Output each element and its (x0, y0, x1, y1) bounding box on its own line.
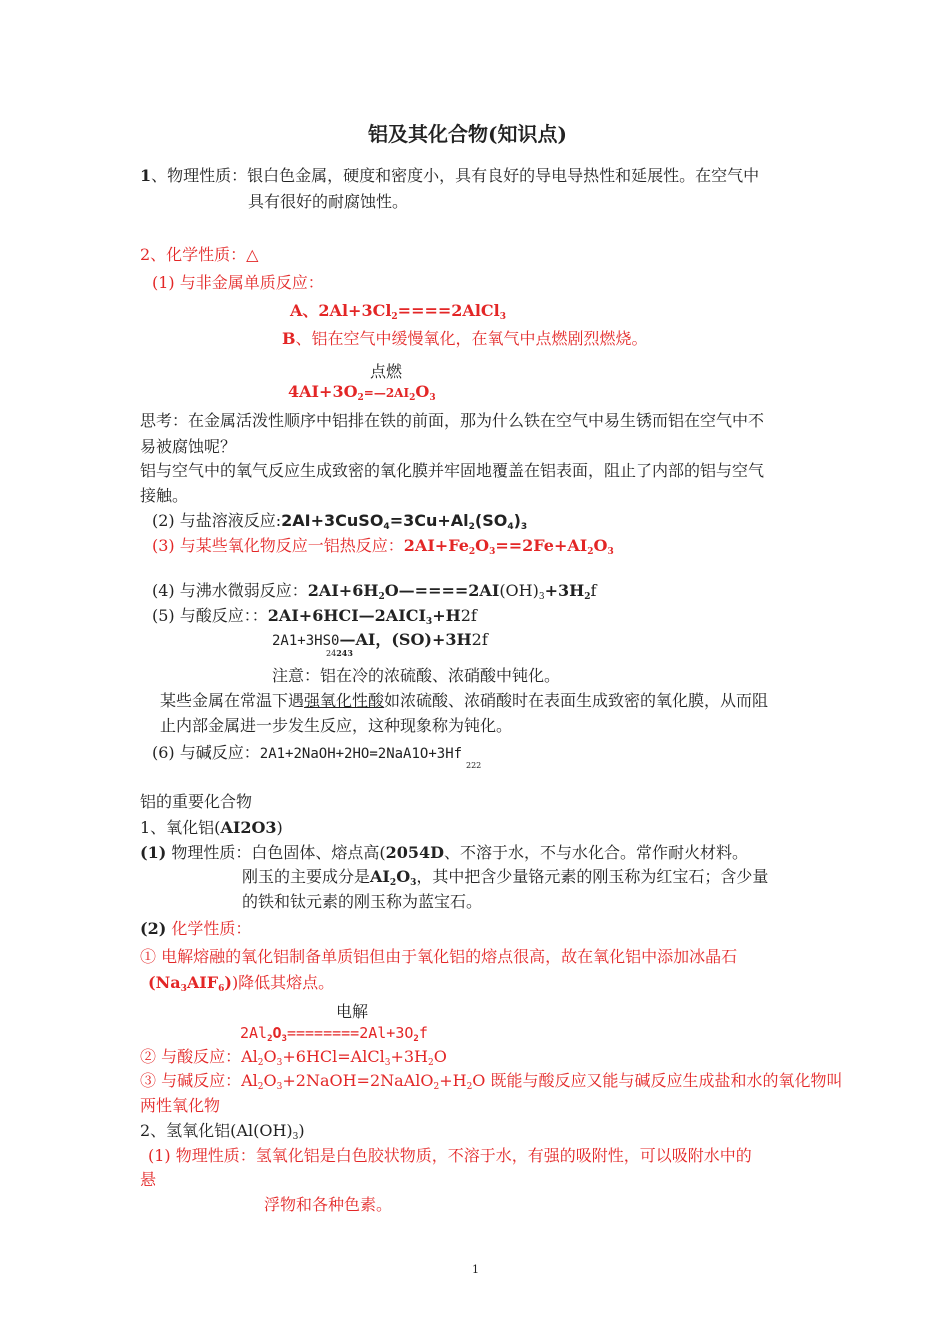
alumina-title: 1、氧化铝(AI2O3) (140, 818, 283, 837)
reaction-6-subscripts: 222 (466, 761, 482, 770)
alumina-physical: (1) 物理性质：白色固体、熔点高(2054D、不溶于水，不与水化合。常作耐火材料。 (140, 843, 749, 862)
reaction-4: (4) 与沸水微弱反应：$2AI+6H_2O—====2AI(OH)_3+3H_2f$ (152, 581, 597, 602)
corundum-line1: 刚玉的主要成分是$AI_2O_3$，其中把含少量铬元素的刚玉称为红宝石；含少量 (242, 867, 769, 888)
reaction-2: (2) 与盐溶液反应$:2AI+3CuSO_4=3Cu+Al_2(SO_4)_3$ (152, 511, 528, 532)
page-title: 铝及其化合物(知识点) (368, 122, 567, 146)
physical-properties-line2: 具有很好的耐腐蚀性。 (248, 192, 409, 211)
think-line1: 思考：在金属活泼性顺序中铝排在铁的前面，那为什么铁在空气中易生锈而铝在空气中不 (140, 411, 765, 430)
chemical-properties-heading: 2、化学性质：△ (140, 245, 259, 264)
alumina-chemical: (2) 化学性质： (140, 919, 252, 938)
passivation-note: 注意：铝在冷的浓硫酸、浓硝酸中钝化。 (272, 666, 561, 685)
equation-a: A、$2Al+3Cl_2====2AlCl_3$ (290, 301, 506, 322)
passivation-line1: 某些金属在常温下遇强氧化性酸如浓硫酸、浓硝酸时在表面生成致密的氧化膜，从而阻 (160, 691, 769, 710)
corundum-line2: 的铁和钛元素的刚玉称为蓝宝石。 (242, 892, 483, 911)
think-line2: 易被腐蚀呢？ (140, 437, 237, 456)
equation-b: B、铝在空气中缓慢氧化，在氧气中点燃剧烈燃烧。 (282, 329, 648, 348)
amphoteric-oxide: 两性氧化物 (140, 1096, 221, 1115)
reaction-3: (3) 与某些氧化物反应一铝热反应：$2AI+Fe_2O_3==2Fe+AI_2O_3$ (152, 536, 614, 557)
equation-c: $4AI+3O_2=—2AI_2O_3$ (288, 382, 436, 403)
physical-properties-line1: 1、物理性质：银白色金属，硬度和密度小，具有良好的导电导热性和延展性。在空气中 (140, 166, 760, 185)
answer-line1: 铝与空气中的氧气反应生成致密的氧化膜并牢固地覆盖在铝表面，阻止了内部的铝与空气 (140, 461, 765, 480)
passivation-line2: 止内部金属进一步发生反应，这种现象称为钝化。 (160, 716, 513, 735)
aluminum-hydroxide-title: 2、氢氧化铝$(Al(OH)_3)$ (140, 1121, 305, 1142)
hydroxide-physical-line3: 浮物和各种色素。 (264, 1195, 393, 1214)
electrolysis-equation: $2Al_2O_3========2Al+3O_2f$ (240, 1024, 428, 1044)
reaction-6: (6) 与碱反应：2A1+2NaOH+2HO=2NaA1O+3Hf (152, 743, 463, 762)
reaction-1-label: (1) 与非金属单质反应： (152, 273, 324, 292)
answer-line2: 接触。 (140, 486, 189, 505)
electrolysis-line1: ① 电解熔融的氧化铝制备单质铝但由于氧化铝的熔点很高，故在氧化铝中添加冰晶石 (140, 947, 738, 966)
page-number: 1 (472, 1263, 479, 1276)
compounds-heading: 铝的重要化合物 (140, 792, 253, 811)
alumina-acid-reaction: ② 与酸反应：$Al_2O_3+6HCl=AlCl_3+3H_2O$ (140, 1047, 447, 1068)
hydroxide-physical-line2: 悬 (140, 1170, 157, 1189)
electrolysis-line2: $(Na_3AIF_6)$)降低其熔点。 (148, 973, 335, 994)
alumina-base-reaction: ③ 与碱反应：$Al_2O_3+2NaOH=2NaAlO_2+H_2O$ 既能与酸反应又能与碱反应生成盐和水的氧化物叫 (140, 1071, 843, 1092)
reaction-5b-subscripts: 24243 (326, 648, 353, 658)
reaction-5: (5) 与酸反应：：$2AI+6HCI—2AICI_3+H2f$ (152, 606, 477, 627)
ignite-label: 点燃 (370, 362, 403, 381)
reaction-5b: 2A1+3HS0—AI，(SO)+3H2f (272, 630, 488, 649)
hydroxide-physical-line1: (1) 物理性质：氢氧化铝是白色胶状物质，不溶于水，有强的吸附性，可以吸附水中的 (148, 1146, 752, 1165)
electrolysis-label: 电解 (336, 1002, 369, 1021)
